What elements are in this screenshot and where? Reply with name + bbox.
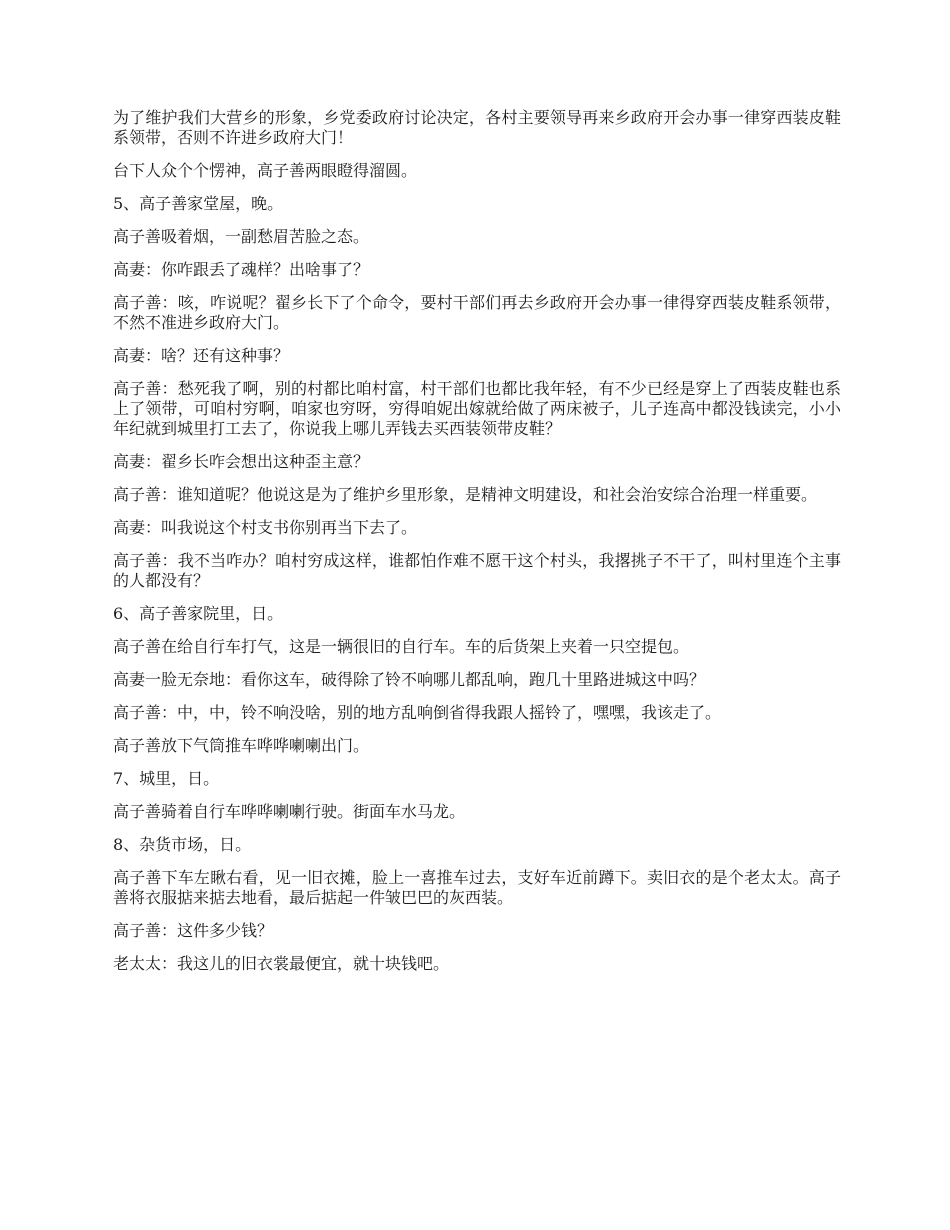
paragraph: 高子善下车左瞅右看，见一旧衣摊，脸上一喜推车过去，支好车近前蹲下。卖旧衣的是个老太太。高子善将衣服掂来掂去地看，最后掂起一件皱巴巴的灰西装。 (113, 868, 841, 907)
scene-heading: 7、城里，日。 (113, 769, 220, 788)
dialogue-line: 高妻一脸无奈地：看你这车，破得除了铃不响哪儿都乱响，跑几十里路进城这中吗？ (113, 670, 706, 689)
dialogue-line: 高子善：中，中，铃不响没啥，别的地方乱响倒省得我跟人摇铃了，嘿嘿，我该走了。 (113, 703, 722, 722)
dialogue-line: 高子善：咳，咋说呢？翟乡长下了个命令，要村干部们再去乡政府开会办事一律得穿西装皮鞋系领带，不然不准进乡政府大门。 (113, 293, 841, 332)
dialogue-line: 高妻：翟乡长咋会想出这种歪主意？ (113, 452, 370, 471)
dialogue-line: 高妻：啥？还有这种事？ (113, 346, 290, 365)
paragraph: 为了维护我们大营乡的形象，乡党委政府讨论决定，各村主要领导再来乡政府开会办事一律穿西装皮鞋系领带，否则不许进乡政府大门！ (113, 108, 841, 147)
dialogue-line: 高子善：我不当咋办？咱村穷成这样，谁都怕作难不愿干这个村头，我撂挑子不干了，叫村里连个主事的人都没有？ (113, 551, 841, 590)
paragraph: 高子善在给自行车打气，这是一辆很旧的自行车。车的后货架上夹着一只空提包。 (113, 637, 690, 656)
document-page (113, 108, 841, 987)
scene-heading: 8、杂货市场，日。 (113, 835, 252, 854)
dialogue-line: 高子善：谁知道呢？他说这是为了维护乡里形象，是精神文明建设，和社会治安综合治理一样重要。 (113, 485, 818, 504)
paragraph: 高子善放下气筒推车哗哗喇喇出门。 (113, 736, 370, 755)
scene-heading: 6、高子善家院里，日。 (113, 604, 284, 623)
dialogue-line: 高妻：叫我说这个村支书你别再当下去了。 (113, 518, 418, 537)
paragraph: 高子善骑着自行车哗哗喇喇行驶。街面车水马龙。 (113, 802, 466, 821)
dialogue-line: 高子善：愁死我了啊，别的村都比咱村富，村干部们也都比我年轻，有不少已经是穿上了西装皮鞋也系上了领带，可咱村穷啊，咱家也穷呀，穷得咱妮出嫁就给做了两床被子，儿子连高中都没钱读完，小小年纪就到城里打工去了，你说我上哪儿弄钱去买西装领带皮鞋？ (113, 379, 841, 438)
dialogue-line: 老太太：我这儿的旧衣裳最便宜，就十块钱吧。 (113, 954, 450, 973)
paragraph: 高子善吸着烟，一副愁眉苦脸之态。 (113, 227, 370, 246)
paragraph: 台下人众个个愣神，高子善两眼瞪得溜圆。 (113, 161, 418, 180)
scene-heading: 5、高子善家堂屋，晚。 (113, 194, 284, 213)
dialogue-line: 高子善：这件多少钱？ (113, 921, 274, 940)
dialogue-line: 高妻：你咋跟丢了魂样？出啥事了？ (113, 260, 370, 279)
